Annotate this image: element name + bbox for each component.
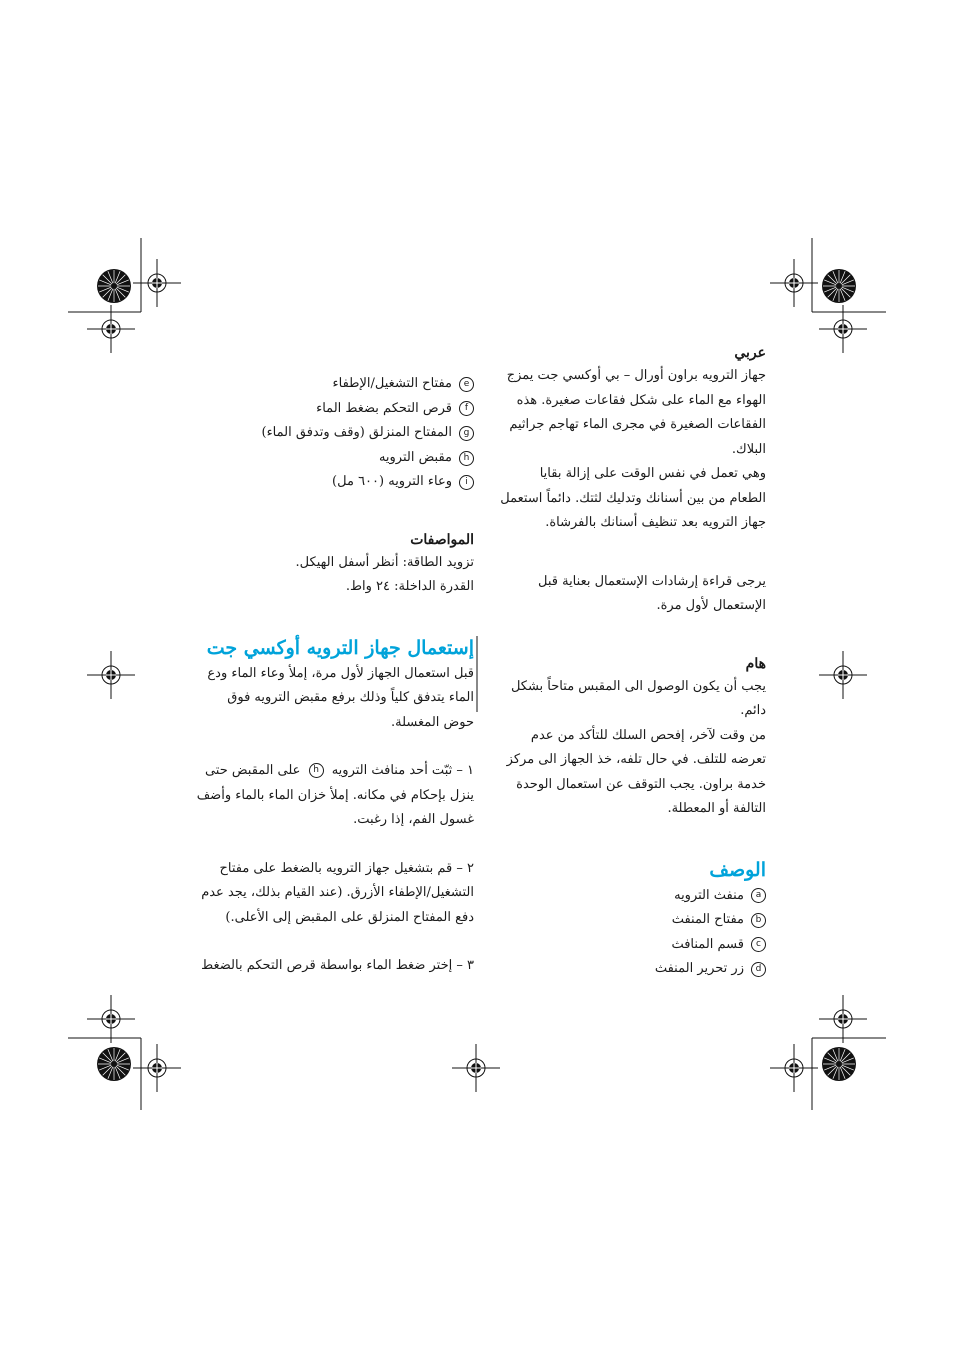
letter-g-marker: g — [459, 426, 474, 441]
spec-power-supply: تزويد الطاقة: أنظر أسفل الهيكل. — [295, 554, 474, 570]
list-item — [196, 470, 474, 495]
list-item — [196, 372, 474, 397]
list-item-label: المفتاح المنزلق (وقف وتدفق الماء) — [261, 425, 452, 441]
important-paragraph-2: من وقت لآخر، إفحص السلك للتأكد من عدم تعرضه للتلف. في حال تلفه، خذ الجهاز الى مركز خدمة براون. يجب التوقف عن استعمال الوحدة التالفة أو المعطلة. — [506, 727, 766, 816]
letter-a-marker: a — [751, 888, 766, 903]
list-item-label: مفتاح المنفث — [671, 912, 744, 928]
list-item — [500, 933, 766, 958]
important-heading: هام — [745, 655, 766, 672]
left-column — [196, 372, 474, 979]
letter-h-marker: h — [459, 451, 474, 466]
list-item — [196, 421, 474, 446]
list-item-label: وعاء الترويه (٦٠٠ مل) — [332, 474, 452, 490]
spec-power-input: القدرة الداخلة: ٢٤ واط. — [345, 579, 474, 595]
letter-d-marker: d — [751, 962, 766, 977]
list-item-label: منفث الترويه — [674, 887, 744, 903]
step-1 — [196, 759, 474, 833]
list-item — [500, 957, 766, 982]
language-heading: عربي — [734, 345, 766, 361]
step-1-text-end: على المقبض حتى ينزل بإحكام في مكانه. إملأ خزان الماء بالماء وأضف غسول الفم، إذا رغبت. — [196, 763, 474, 828]
important-paragraph-1: يجب أن يكون الوصول الى المقبس متاحاً بشكل دائم. — [510, 678, 766, 718]
list-item-label: قرص التحكم بضغط الماء — [316, 400, 452, 416]
step-2: ٢ – قم بتشغيل جهاز الترويه بالضغط على مفتاح التشغيل/الإطفاء الأزرق. (عند القيام بذلك، يجد عدم دفع المفتاح المنزلق على المقبض إلى الأعلى.) — [201, 860, 474, 925]
list-item-label: قسم المنافث — [671, 936, 744, 952]
letter-b-marker: b — [751, 913, 766, 928]
list-item — [196, 397, 474, 422]
parts-list — [196, 372, 474, 495]
description-heading: الوصف — [709, 858, 766, 881]
intro-paragraph-1: جهاز الترويه براون أورال – بي أوكسي جت يمزج الهواء مع الماء على شكل فقاعات صغيرة. هذه الفقاعات الصغيرة في مجرى الماء تهاجم جراثيم البلاك. — [506, 368, 766, 457]
list-item-label: مقبض الترويه — [378, 449, 452, 465]
letter-e-marker: e — [459, 377, 474, 392]
list-item-label: مفتاح التشغيل/الإطفاء — [332, 376, 452, 391]
letter-c-marker: c — [751, 937, 766, 952]
usage-intro: قبل استعمال الجهاز لأول مرة، إملأ وعاء الماء ودع الماء يتدفق كلياً وذلك برفع مقبض الترويه فوق حوض المغسلة. — [207, 665, 474, 730]
intro-paragraph-2: وهي تعمل في نفس الوقت على إزالة بقايا الطعام من بين أسنانك وتدليك لثتك. دائماً استعمل جهاز الترويه بعد تنظيف أسنانك بالفرشاة. — [500, 466, 766, 530]
step-1-text-start: ١ – ثبّت أحد منافث الترويه — [331, 763, 474, 779]
letter-f-marker: f — [459, 401, 474, 416]
letter-h-marker: h — [309, 763, 324, 778]
letter-i-marker: i — [459, 475, 474, 490]
description-list — [500, 884, 766, 982]
specifications-heading: المواصفات — [410, 531, 474, 548]
step-3: ٣ – إختر ضغط الماء بواسطة قرص التحكم بالضغط — [201, 958, 474, 974]
list-item — [196, 446, 474, 471]
list-item — [500, 884, 766, 909]
list-item-label: زر تحرير المنفث — [654, 961, 744, 977]
right-column — [500, 342, 766, 982]
list-item — [500, 908, 766, 933]
read-instructions-note: يرجى قراءة إرشادات الإستعمال بعناية قبل الإستعمال لأول مرة. — [537, 573, 766, 613]
usage-heading: إستعمال جهاز الترويه أوكسي جت — [206, 636, 474, 659]
